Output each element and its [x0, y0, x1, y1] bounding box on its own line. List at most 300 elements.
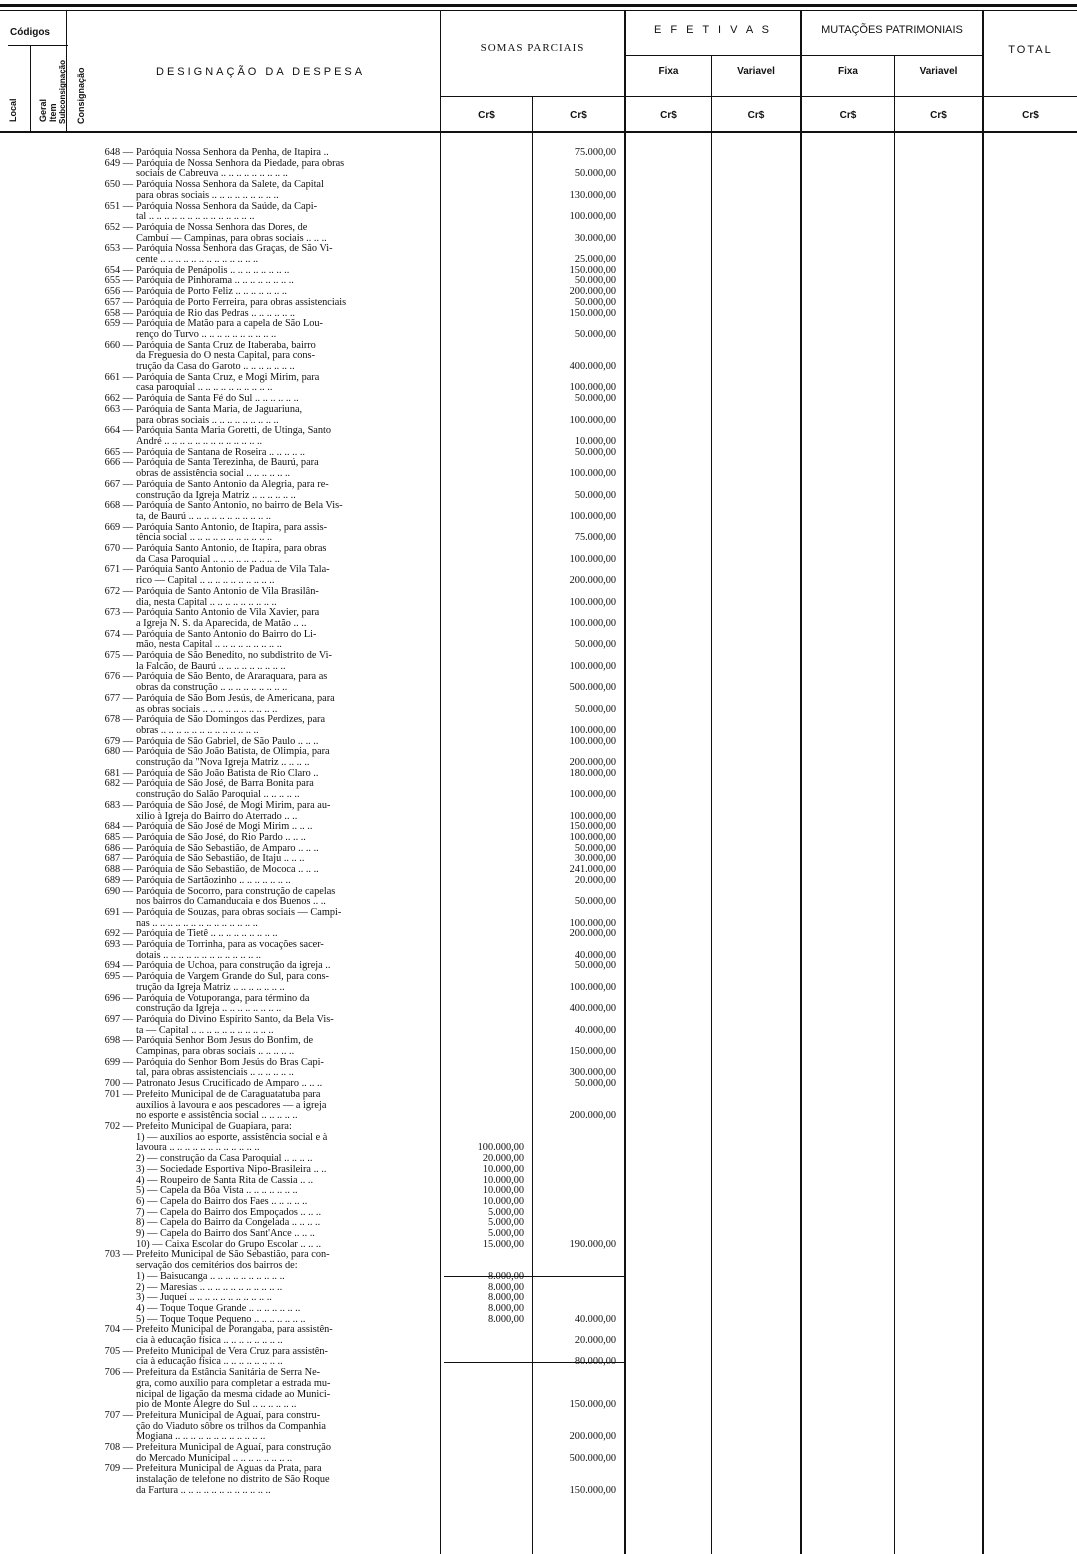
- row-partial-sum: [436, 523, 528, 534]
- row-sum: 40.000,00: [574, 1024, 616, 1036]
- row-description: Paróquia de Vargem Grande do Sul, para cons-: [136, 972, 329, 983]
- row-sum: 40.000,00: [574, 949, 616, 961]
- table-row: [0, 512, 1077, 523]
- table-row: [0, 1240, 1077, 1251]
- row-code: [0, 1283, 136, 1294]
- row-sum: 40.000,00: [574, 1313, 616, 1325]
- row-description: 4) — Toque Toque Grande .. .. .. .. .. .. ..: [136, 1303, 301, 1314]
- table-row: [0, 983, 1077, 994]
- table-row: [0, 1250, 1077, 1261]
- table-row: [0, 887, 1077, 898]
- table-row: [0, 319, 1077, 330]
- table-row: [0, 362, 1077, 373]
- row-code: [0, 351, 136, 362]
- row-description: as obras sociais .. .. .. .. .. .. .. .. .. ..: [136, 704, 278, 715]
- sub-header-rule: [626, 55, 982, 56]
- row-description: Prefeitura Municipal de Aguaí, para construção: [136, 1443, 331, 1454]
- row-sum: [528, 694, 618, 705]
- row-partial-sum: [436, 555, 528, 566]
- row-sum: 75.000,00: [574, 147, 616, 158]
- row-partial-sum: [436, 1336, 528, 1347]
- table-row: [0, 683, 1077, 694]
- table-row: [0, 758, 1077, 769]
- row-sum: 150.000,00: [569, 1399, 616, 1411]
- row-sum: 100.000,00: [569, 917, 616, 929]
- row-description: Paróquia de Santa Cruz, e Mogi Mirim, para: [136, 372, 320, 383]
- row-partial-sum: [436, 683, 528, 694]
- row-description: trução da Igreja Matriz .. .. .. .. .. .. ..: [136, 982, 285, 993]
- row-description: da Casa Paroquial .. .. .. .. .. .. .. .. ..: [136, 554, 280, 565]
- codigos-label: Códigos: [10, 27, 50, 38]
- geral-label: Geral: [38, 98, 48, 122]
- row-partial-sum: [436, 961, 528, 972]
- row-code: 688 —: [104, 864, 133, 876]
- row-description: renço do Turvo .. .. .. .. .. .. .. .. .. ..: [136, 329, 277, 340]
- row-sum: 100.000,00: [569, 468, 616, 480]
- efetivas-fixa-label: Fixa: [658, 66, 679, 77]
- table-row: [0, 1315, 1077, 1326]
- table-row: [0, 897, 1077, 908]
- row-sum: 241.000,00: [569, 864, 616, 876]
- row-sum: 50.000,00: [574, 1078, 616, 1090]
- row-code: [0, 983, 136, 994]
- table-row: [0, 951, 1077, 962]
- row-description: 1) — auxílios ao esporte, assistência social e à: [136, 1132, 328, 1143]
- row-description: Prefeito Municipal de Porangaba, para assistên-: [136, 1325, 333, 1336]
- row-sum: 100.000,00: [569, 617, 616, 629]
- row-description: 10) — Caixa Escolar do Grupo Escolar .. .. ..: [136, 1239, 322, 1250]
- table-row: [0, 865, 1077, 876]
- row-sum: 200.000,00: [569, 757, 616, 769]
- table-row: [0, 330, 1077, 341]
- row-partial-sum: [436, 148, 528, 159]
- row-code: 703 —: [104, 1249, 133, 1261]
- header-bottom-rule: [0, 131, 1077, 133]
- row-description: 3) — Juqueí .. .. .. .. .. .. .. .. .. .. ..: [136, 1293, 272, 1304]
- row-sum: [528, 1154, 618, 1165]
- row-description: Paróquia de São José, de Barra Bonita para: [136, 779, 314, 790]
- row-sum: 150.000,00: [569, 821, 616, 833]
- row-partial-sum: [436, 223, 528, 234]
- row-description: Paróquia de Santo Antonio do Bairro do Li-: [136, 629, 317, 640]
- table-row: [0, 223, 1077, 234]
- row-code: 695 —: [104, 971, 133, 983]
- row-description: Paróquia de Uchoa, para construção da igreja ..: [136, 961, 331, 972]
- row-code: 705 —: [104, 1345, 133, 1357]
- row-code: 665 —: [104, 446, 133, 458]
- row-partial-sum: 8.000,00: [487, 1302, 524, 1314]
- row-partial-sum: [436, 1422, 528, 1433]
- row-partial-sum: [436, 212, 528, 223]
- row-code: 684 —: [104, 821, 133, 833]
- row-code: 679 —: [104, 735, 133, 747]
- table-row: [0, 908, 1077, 919]
- table-row: [0, 1400, 1077, 1411]
- row-code: [0, 1154, 136, 1165]
- row-description: Paróquia de Souzas, para obras sociais — Campi-: [136, 907, 342, 918]
- row-code: [0, 1475, 136, 1486]
- row-code: [0, 1390, 136, 1401]
- row-code: 691 —: [104, 906, 133, 918]
- efetivas-variavel-label: Variavel: [737, 66, 775, 77]
- table-row: [0, 854, 1077, 865]
- row-partial-sum: [436, 319, 528, 330]
- row-partial-sum: [436, 929, 528, 940]
- row-code: 674 —: [104, 628, 133, 640]
- row-description: Paróquia Nossa Senhora da Saúde, da Capi-: [136, 201, 318, 212]
- row-sum: 500.000,00: [569, 1452, 616, 1464]
- row-code: 678 —: [104, 714, 133, 726]
- row-partial-sum: [436, 266, 528, 277]
- row-partial-sum: [436, 694, 528, 705]
- table-row: [0, 244, 1077, 255]
- row-description: Paróquia de Santo Antonio, no bairro de Bela Vis-: [136, 501, 343, 512]
- row-sum: 400.000,00: [569, 361, 616, 373]
- row-partial-sum: [436, 1357, 528, 1368]
- row-description: Paróquia de São José, de Mogi Mirim, para au-: [136, 800, 331, 811]
- row-partial-sum: [436, 812, 528, 823]
- row-description: no esporte e assistência social .. .. .. .. ..: [136, 1111, 298, 1122]
- row-code: [0, 1197, 136, 1208]
- row-code: 699 —: [104, 1056, 133, 1068]
- table-row: [0, 373, 1077, 384]
- row-code: [0, 1176, 136, 1187]
- table-row: [0, 1229, 1077, 1240]
- table-row: [0, 715, 1077, 726]
- row-partial-sum: [436, 587, 528, 598]
- row-description: Campinas, para obras sociais .. .. .. .. ..: [136, 1047, 295, 1058]
- table-row: [0, 341, 1077, 352]
- row-code: 652 —: [104, 221, 133, 233]
- table-row: [0, 148, 1077, 159]
- table-row: [0, 394, 1077, 405]
- row-partial-sum: 8.000,00: [487, 1270, 524, 1282]
- row-partial-sum: [436, 1454, 528, 1465]
- row-sum: [528, 1368, 618, 1379]
- row-partial-sum: [436, 533, 528, 544]
- row-sum: 50.000,00: [574, 489, 616, 501]
- row-description: nas .. .. .. .. .. .. .. .. .. .. .. .. .. ..: [136, 918, 258, 929]
- row-partial-sum: [436, 919, 528, 930]
- table-row: [0, 1186, 1077, 1197]
- row-description: da Freguesia do Ó nesta Capital, para cons-: [136, 351, 315, 362]
- row-partial-sum: [436, 287, 528, 298]
- row-sum: 100.000,00: [569, 510, 616, 522]
- row-description: Paróquia de São Benedito, no subdistrito de Vi-: [136, 651, 332, 662]
- row-code: 683 —: [104, 799, 133, 811]
- mutacoes-title: MUTAÇÕES PATRIMONIAIS: [821, 24, 963, 36]
- row-description: Paróquia de São João Batista de Rio Claro ..: [136, 768, 319, 779]
- row-partial-sum: [436, 1047, 528, 1058]
- subconsignacao-label: Subconsignação: [58, 59, 67, 124]
- row-code: 672 —: [104, 585, 133, 597]
- row-description: da Fartura .. .. .. .. .. .. .. .. .. .. .. ..: [136, 1485, 271, 1496]
- row-partial-sum: [436, 705, 528, 716]
- table-row: [0, 298, 1077, 309]
- row-partial-sum: 5.000,00: [487, 1217, 524, 1229]
- row-code: 649 —: [104, 157, 133, 169]
- row-partial-sum: [436, 309, 528, 320]
- row-code: [0, 1165, 136, 1176]
- row-partial-sum: [436, 747, 528, 758]
- efetivas-title: E F E T I V A S: [654, 24, 772, 36]
- row-partial-sum: [436, 769, 528, 780]
- row-code: 706 —: [104, 1367, 133, 1379]
- table-row: [0, 598, 1077, 609]
- table-row: [0, 1347, 1077, 1358]
- row-sum: 150.000,00: [569, 264, 616, 276]
- row-description: Paróquia de São Gabriel, de São Paulo .. .. ..: [136, 736, 319, 747]
- consignacao-label: Consignação: [76, 67, 86, 124]
- row-description: sociais de Cabreuva .. .. .. .. .. .. .. .. ..: [136, 169, 288, 180]
- row-partial-sum: [436, 1090, 528, 1101]
- table-row: [0, 159, 1077, 170]
- row-description: 5) — Capela da Bôa Vista .. .. .. .. .. .. ..: [136, 1186, 298, 1197]
- table-row: [0, 555, 1077, 566]
- row-sum: 180.000,00: [569, 767, 616, 779]
- row-partial-sum: 20.000,00: [482, 1153, 524, 1165]
- row-description: dia, nesta Capital .. .. .. .. .. .. .. .. ..: [136, 597, 277, 608]
- row-partial-sum: [436, 1411, 528, 1422]
- row-code: 700 —: [104, 1078, 133, 1090]
- row-partial-sum: [436, 1443, 528, 1454]
- table-row: [0, 1486, 1077, 1497]
- table-row: [0, 1454, 1077, 1465]
- row-sum: 100.000,00: [569, 211, 616, 223]
- row-code: 667 —: [104, 478, 133, 490]
- row-code: 671 —: [104, 564, 133, 576]
- row-partial-sum: [436, 801, 528, 812]
- row-partial-sum: 10.000,00: [482, 1185, 524, 1197]
- table-row: [0, 416, 1077, 427]
- row-code: 655 —: [104, 275, 133, 287]
- currency-col-4: Cr$: [747, 110, 765, 121]
- row-partial-sum: [436, 1432, 528, 1443]
- row-description: Paróquia de Pinhorama .. .. .. .. .. .. .. ..: [136, 276, 294, 287]
- row-description: Paróquia Nossa Senhora da Penha, de Itapira ..: [136, 148, 329, 158]
- table-row: [0, 576, 1077, 587]
- row-partial-sum: [436, 1015, 528, 1026]
- row-code: 680 —: [104, 746, 133, 758]
- table-row: [0, 180, 1077, 191]
- row-code: 664 —: [104, 425, 133, 437]
- row-code: 708 —: [104, 1442, 133, 1454]
- row-description: ta, de Baurú .. .. .. .. .. .. .. .. .. .. ..: [136, 511, 271, 522]
- row-partial-sum: [436, 779, 528, 790]
- currency-col-2: Cr$: [570, 110, 587, 121]
- row-partial-sum: [436, 1036, 528, 1047]
- row-code: 693 —: [104, 939, 133, 951]
- table-row: [0, 1090, 1077, 1101]
- table-row: [0, 169, 1077, 180]
- table-row: [0, 383, 1077, 394]
- table-row: [0, 480, 1077, 491]
- row-sum: 130.000,00: [569, 189, 616, 201]
- row-code: 704 —: [104, 1324, 133, 1336]
- row-description: Paróquia Nossa Senhora das Graças, de São Vi-: [136, 244, 333, 255]
- row-partial-sum: [436, 191, 528, 202]
- row-partial-sum: [436, 565, 528, 576]
- designacao-title: DESIGNAÇÃO DA DESPESA: [156, 66, 366, 78]
- row-description: Paróquia de Santa Cruz de Itaberaba, bairro: [136, 340, 316, 351]
- table-row: [0, 640, 1077, 651]
- row-sum: 100.000,00: [569, 553, 616, 565]
- table-row: [0, 437, 1077, 448]
- row-partial-sum: 100.000,00: [477, 1142, 524, 1154]
- row-sum: [528, 1293, 618, 1304]
- row-code: 709 —: [104, 1463, 133, 1475]
- total-title: TOTAL: [1008, 44, 1053, 56]
- row-sum: 200.000,00: [569, 575, 616, 587]
- row-description: André .. .. .. .. .. .. .. .. .. .. .. .. ..: [136, 436, 263, 447]
- row-partial-sum: [436, 362, 528, 373]
- table-row: [0, 822, 1077, 833]
- table-row: [0, 1336, 1077, 1347]
- row-description: tal .. .. .. .. .. .. .. .. .. .. .. .. .. ..: [136, 212, 255, 223]
- row-code: [0, 1304, 136, 1315]
- row-description: Paróquia Nossa Senhora da Salete, da Capital: [136, 180, 324, 191]
- row-description: Prefeito Municipal de São Sebastião, para con-: [136, 1250, 330, 1261]
- row-partial-sum: [436, 1379, 528, 1390]
- row-partial-sum: [436, 394, 528, 405]
- row-code: [0, 1293, 136, 1304]
- row-partial-sum: [436, 276, 528, 287]
- row-partial-sum: [436, 608, 528, 619]
- row-partial-sum: [436, 1368, 528, 1379]
- table-row: [0, 405, 1077, 416]
- row-sum: [528, 1176, 618, 1187]
- row-sum: [528, 587, 618, 598]
- row-partial-sum: [436, 715, 528, 726]
- row-sum: 100.000,00: [569, 810, 616, 822]
- row-partial-sum: [436, 1122, 528, 1133]
- row-description: ta — Capital .. .. .. .. .. .. .. .. .. .. ..: [136, 1025, 274, 1036]
- row-code: [0, 1229, 136, 1240]
- row-code: 707 —: [104, 1409, 133, 1421]
- row-sum: [528, 1464, 618, 1475]
- row-description: mão, nesta Capital .. .. .. .. .. .. .. .. ..: [136, 640, 282, 651]
- row-description: para obras sociais .. .. .. .. .. .. .. .. ..: [136, 415, 279, 426]
- row-description: 2) — Maresias .. .. .. .. .. .. .. .. .. .. ..: [136, 1282, 283, 1293]
- row-partial-sum: [436, 1079, 528, 1090]
- row-code: 656 —: [104, 286, 133, 298]
- table-row: [0, 1464, 1077, 1475]
- row-description: Prefeito Municipal de Vera Cruz para assistên-: [136, 1346, 328, 1357]
- row-sum: 190.000,00: [569, 1238, 616, 1250]
- table-row: [0, 1379, 1077, 1390]
- row-code: 698 —: [104, 1035, 133, 1047]
- table-row: [0, 1218, 1077, 1229]
- row-description: Paróquia de São Sebastião, de Amparo .. .. ..: [136, 843, 319, 854]
- row-description: Paróquia de Santa Fé do Sul .. .. .. .. .. ..: [136, 394, 299, 405]
- row-code: 654 —: [104, 264, 133, 276]
- row-sum: [528, 1250, 618, 1261]
- table-row: [0, 769, 1077, 780]
- row-code: 659 —: [104, 318, 133, 330]
- row-description: Paróquia Santo Antonio de Vila Xavier, para: [136, 608, 320, 619]
- row-sum: 50.000,00: [574, 296, 616, 308]
- row-description: Paróquia Santo Antonio, de Itapira, para obras: [136, 544, 327, 555]
- table-row: [0, 1133, 1077, 1144]
- row-code: [0, 1422, 136, 1433]
- row-partial-sum: [436, 758, 528, 769]
- table-row: [0, 1058, 1077, 1069]
- row-sum: 50.000,00: [574, 960, 616, 972]
- row-code: 653 —: [104, 243, 133, 255]
- row-sum: [528, 341, 618, 352]
- row-sum: 50.000,00: [574, 639, 616, 651]
- table-row: [0, 1036, 1077, 1047]
- row-sum: 30.000,00: [574, 853, 616, 865]
- row-partial-sum: [436, 651, 528, 662]
- row-description: dotais .. .. .. .. .. .. .. .. .. .. .. .. ..: [136, 950, 261, 961]
- row-sum: [528, 1122, 618, 1133]
- row-sum: [528, 1090, 618, 1101]
- row-partial-sum: 8.000,00: [487, 1281, 524, 1293]
- table-row: [0, 662, 1077, 673]
- row-description: Paróquia de São João Batista, de Olimpia, para: [136, 747, 330, 758]
- row-description: Paróquia de Santana de Roseira .. .. .. .. ..: [136, 447, 305, 458]
- row-sum: 100.000,00: [569, 596, 616, 608]
- row-partial-sum: [436, 854, 528, 865]
- row-partial-sum: [436, 491, 528, 502]
- row-sum: [528, 1411, 618, 1422]
- row-code: 687 —: [104, 853, 133, 865]
- row-description: Paróquia Santo Antonio, de Itapira, para assis-: [136, 522, 328, 533]
- table-row: [0, 501, 1077, 512]
- row-partial-sum: [436, 662, 528, 673]
- row-code: 701 —: [104, 1088, 133, 1100]
- table-row: [0, 191, 1077, 202]
- table-row: [0, 961, 1077, 972]
- table-row: [0, 801, 1077, 812]
- table-row: [0, 994, 1077, 1005]
- row-sum: [528, 1261, 618, 1272]
- row-sum: 200.000,00: [569, 928, 616, 940]
- row-partial-sum: [436, 244, 528, 255]
- table-row: [0, 1143, 1077, 1154]
- row-description: Paróquia de Votuporanga, para término da: [136, 993, 310, 1004]
- row-description: la Falcão, de Baurú .. .. .. .. .. .. .. .. ..: [136, 661, 286, 672]
- row-description: a Igreja N. S. da Aparecida, de Matão .. ..: [136, 618, 307, 629]
- row-description: 8) — Capela do Bairro da Congelada .. .. .. ..: [136, 1218, 321, 1229]
- row-partial-sum: [436, 598, 528, 609]
- row-sum: [528, 1283, 618, 1294]
- table-row: [0, 309, 1077, 320]
- table-row: [0, 876, 1077, 887]
- row-code: [0, 512, 136, 523]
- row-description: Prefeitura Municipal de Aguaí, para constru-: [136, 1410, 321, 1421]
- row-sum: 20.000,00: [574, 1335, 616, 1347]
- table-row: [0, 672, 1077, 683]
- row-partial-sum: [436, 234, 528, 245]
- row-partial-sum: [436, 994, 528, 1005]
- row-description: Paróquia Senhor Bom Jesus do Bonfim, de: [136, 1036, 314, 1047]
- row-sum: 100.000,00: [569, 724, 616, 736]
- row-description: nos bairros do Camanducaia e dos Buenos .. ..: [136, 897, 326, 908]
- table-row: [0, 469, 1077, 480]
- row-sum: 50.000,00: [574, 168, 616, 180]
- row-partial-sum: [436, 341, 528, 352]
- row-code: 675 —: [104, 650, 133, 662]
- row-sum: 500.000,00: [569, 682, 616, 694]
- table-row: [0, 1443, 1077, 1454]
- row-sum: 300.000,00: [569, 1067, 616, 1079]
- row-sum: 100.000,00: [569, 981, 616, 993]
- row-code: 686 —: [104, 842, 133, 854]
- top-rule: [0, 4, 1077, 7]
- row-description: Paróquia de Porto Feliz .. .. .. .. .. .. ..: [136, 287, 288, 298]
